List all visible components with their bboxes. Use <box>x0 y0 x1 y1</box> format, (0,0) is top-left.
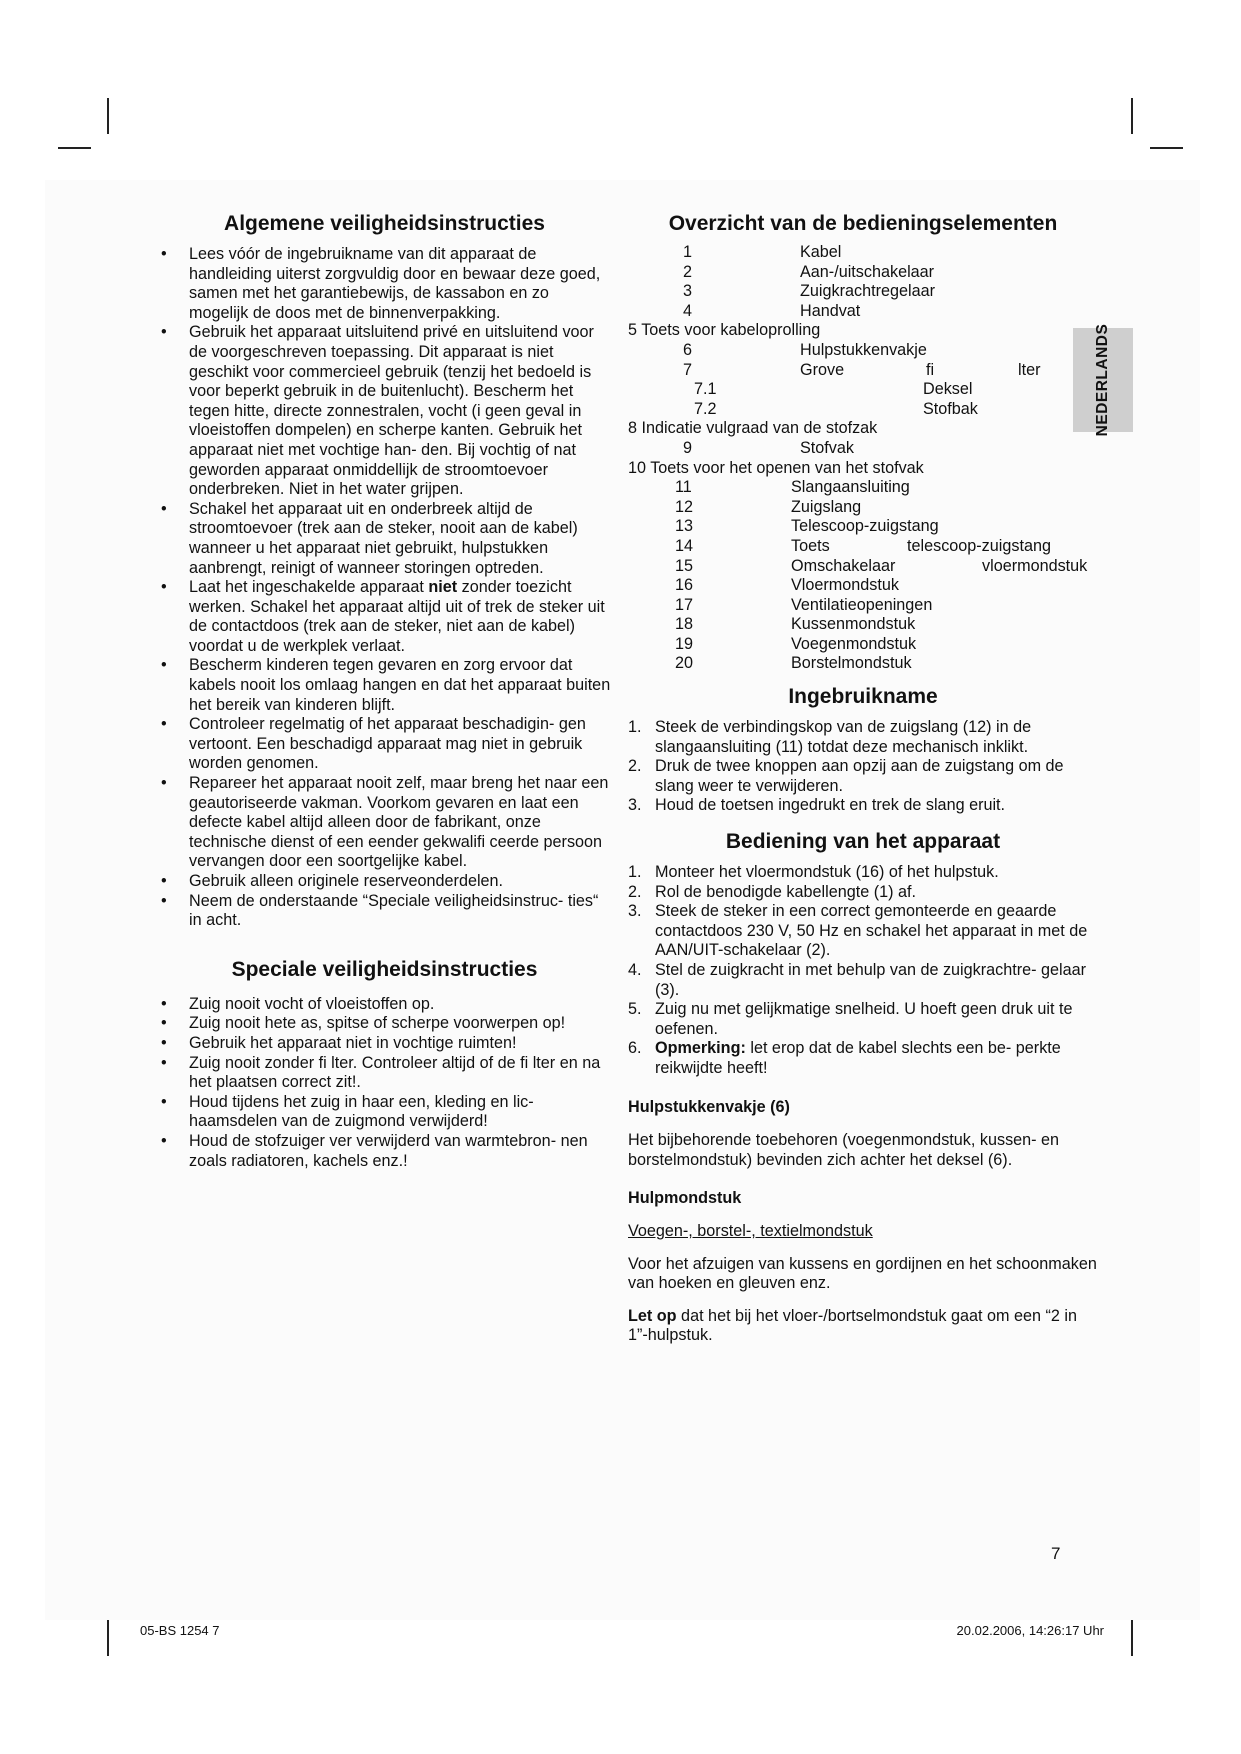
overview-row <box>628 419 1098 439</box>
list-item: • Controleer regelmatig of het apparaat beschadigin- gen vertoont. Een beschadigd apparaat mag niet in gebruik worden genomen. <box>161 715 586 773</box>
overview-number: 3 <box>683 282 693 301</box>
nozzle-subheading: Voegen-, borstel-, textielmondstuk <box>628 1221 873 1240</box>
overview-number: 9 <box>683 438 693 457</box>
special-safety-heading: Speciale veiligheidsinstructies <box>231 957 538 981</box>
overview-label: Omschakelaar <box>791 556 896 575</box>
crop-mark <box>58 147 91 149</box>
overview-label: Handvat <box>800 301 861 320</box>
list-item: • Zuig nooit vocht of vloeistoffen op. <box>161 994 435 1013</box>
overview-row <box>628 537 1098 557</box>
overview-row <box>628 400 1098 420</box>
overview-label: Zuigkrachtregelaar <box>800 282 935 301</box>
overview-number: 1 <box>683 243 693 261</box>
overview-number: 7.2 <box>694 399 717 418</box>
overview-label: Kussenmondstuk <box>791 615 916 634</box>
overview-label: Ventilatieopeningen <box>791 595 933 614</box>
overview-row <box>628 321 1098 341</box>
overview-label: Zuigslang <box>791 497 862 516</box>
list-item: • Houd de stofzuiger ver verwijderd van warmtebron- nen zoals radiatoren, kachels enz.! <box>161 1131 588 1170</box>
overview-label: Borstelmondstuk <box>791 654 912 673</box>
overview-number: 6 <box>683 340 693 359</box>
overview-row <box>628 596 1098 616</box>
list-item: 5. Zuig nu met gelijkmatige snelheid. U hoeft geen druk uit te oefenen. <box>628 1000 1073 1038</box>
overview-number: 2 <box>683 262 693 281</box>
overview-label: Deksel <box>923 380 973 399</box>
footer-file-id: 05-BS 1254 7 <box>140 1623 220 1638</box>
overview-label: Voegenmondstuk <box>791 634 917 653</box>
list-item: 4. Stel de zuigkracht in met behulp van de zuigkrachtre- gelaar (3). <box>628 961 1087 999</box>
overview-number: 10 Toets voor het openen van het stofvak <box>628 458 924 477</box>
overview-label: Aan-/uitschakelaar <box>800 262 935 281</box>
crop-mark <box>107 1620 109 1656</box>
list-item: • Schakel het apparaat uit en onderbreek altijd de stroomtoevoer (trek aan de steker, nooit aan de kabel) wanneer u het apparaat niet gebruikt, hulpstukken aanbrengt, reinigt of wanneer storingen optreden. <box>161 499 578 577</box>
nozzle-heading: Hulpmondstuk <box>628 1189 742 1208</box>
list-item: • Neem de onderstaande “Speciale veiligheidsinstruc- ties“ in acht. <box>161 891 599 930</box>
overview-row <box>628 361 1098 381</box>
overview-label: telescoop-zuigstang <box>907 536 1051 555</box>
overview-row <box>628 654 1098 674</box>
operation-heading: Bediening van het apparaat <box>725 830 1001 854</box>
note-text: Let op dat het bij het vloer-/bortselmondstuk gaat om een “2 in 1”-hulpstuk. <box>628 1306 1077 1345</box>
overview-number: 17 <box>675 595 694 614</box>
list-item: 6. Opmerking: let erop dat de kabel slechts een be- perkte reikwijdte heeft! <box>628 1039 1061 1077</box>
overview-number: 15 <box>675 556 694 575</box>
overview-label: Stofbak <box>923 399 978 418</box>
overview-row <box>628 498 1098 518</box>
overview-row <box>628 282 1098 302</box>
overview-row <box>628 459 1098 479</box>
overview-label: Kabel <box>800 243 842 261</box>
language-tab: NEDERLANDS <box>1073 328 1133 432</box>
overview-number: 7 <box>683 360 693 379</box>
overview-row <box>628 615 1098 635</box>
overview-label: Grove <box>800 360 845 379</box>
overview-row <box>628 478 1098 498</box>
general-safety-heading: Algemene veiligheidsinstructies <box>224 212 545 235</box>
overview-number: 7.1 <box>694 380 717 399</box>
overview-number: 18 <box>675 615 694 634</box>
list-item: • Gebruik het apparaat niet in vochtige ruimten! <box>161 1033 517 1052</box>
footer-timestamp: 20.02.2006, 14:26:17 Uhr <box>956 1623 1104 1638</box>
crop-mark <box>107 98 109 134</box>
list-item: 1. Monteer het vloermondstuk (16) of het hulpstuk. <box>628 863 999 882</box>
overview-number: 14 <box>675 536 694 555</box>
list-item: • Repareer het apparaat nooit zelf, maar breng het naar een geautoriseerde vakman. Voorkom gevaren en laat een defecte kabel altijd alleen door de fabrikant, onze technische dienst of een eender gekwalifi ceerde persoon vervangen door een soortgelijke kabel. <box>161 774 609 871</box>
overview-list <box>628 243 1098 674</box>
list-item: • Laat het ingeschakelde apparaat niet zonder toezicht werken. Schakel het apparaat altijd uit of trek de steker uit de contactdoos (trek aan de steker, niet aan de kabel) voordat u de werkplek verlaat. <box>161 578 605 655</box>
overview-label: Telescoop-zuigstang <box>791 517 939 536</box>
nozzle-text: Voor het afzuigen van kussens en gordijnen en het schoonmaken van hoeken en gleuven enz. <box>628 1254 1097 1293</box>
crop-mark <box>1150 147 1183 149</box>
overview-number: 13 <box>675 517 694 536</box>
overview-label: fi <box>926 360 935 379</box>
overview-number: 20 <box>675 654 694 673</box>
setup-heading: Ingebruikname <box>788 685 938 709</box>
overview-row <box>628 341 1098 361</box>
list-item: 2. Druk de twee knoppen aan opzij aan de zuigstang om de slang weer te verwijderen. <box>628 757 1064 795</box>
list-item: • Houd tijdens het zuig in haar een, kleding en lic- haamsdelen van de zuigmond verwijderd! <box>161 1092 534 1131</box>
list-item: • Gebruik alleen originele reserveonderdelen. <box>161 872 504 890</box>
overview-number: 16 <box>675 576 694 595</box>
list-item: 2. Rol de benodigde kabellengte (1) af. <box>628 882 916 901</box>
overview-row <box>628 380 1098 400</box>
overview-row <box>628 557 1098 577</box>
list-item: • Zuig nooit hete as, spitse of scherpe voorwerpen op! <box>161 1014 566 1033</box>
list-item: • Bescherm kinderen tegen gevaren en zorg ervoor dat kabels nooit los omlaag hangen en dat het apparaat buiten het bereik van kinderen blijft. <box>161 656 611 714</box>
right-column <box>628 211 1098 1346</box>
overview-heading: Overzicht van de bedieningselementen <box>668 212 1058 235</box>
overview-label: Stofvak <box>800 438 854 457</box>
overview-row <box>628 439 1098 459</box>
accessory-compartment-heading: Hulpstukkenvakje (6) <box>628 1097 790 1116</box>
crop-mark <box>1131 98 1133 134</box>
overview-number: 4 <box>683 301 693 320</box>
left-column <box>157 211 612 1171</box>
overview-number: 12 <box>675 497 694 516</box>
overview-label: Hulpstukkenvakje <box>800 340 927 359</box>
overview-label: Slangaansluiting <box>791 478 910 497</box>
list-item: • Zuig nooit zonder fi lter. Controleer altijd of de fi lter en na het plaatsen correct zit!. <box>161 1053 601 1092</box>
page-number: 7 <box>1051 1544 1061 1563</box>
overview-label: lter <box>1018 360 1041 379</box>
overview-row <box>628 302 1098 322</box>
overview-number: 5 Toets voor kabeloprolling <box>628 321 821 340</box>
overview-label: Toets <box>791 536 830 555</box>
overview-row <box>628 263 1098 283</box>
list-item: 3. Houd de toetsen ingedrukt en trek de slang eruit. <box>628 796 1006 815</box>
overview-row <box>628 576 1098 596</box>
overview-label: Vloermondstuk <box>791 576 899 595</box>
overview-row <box>628 517 1098 537</box>
overview-row <box>628 635 1098 655</box>
list-item: • Lees vóór de ingebruikname van dit apparaat de handleiding uiterst zorgvuldig door en bewaar deze goed, samen met het garantiebewijs, de kassabon en zo mogelijk de doos met de binnenverpakking. <box>161 245 601 322</box>
list-item: • Gebruik het apparaat uitsluitend privé en uitsluitend voor de voorgeschreven toepassing. Dit apparaat is niet geschikt voor commercieel gebruik (tenzij het bedoeld is voor beperkt gebruik in de buitenlucht). Bescherm het tegen hitte, directe zonnestralen, vocht (i geen geval in vloeistoffen dompelen) en scherpe kanten. Gebruik het apparaat niet met vochtige han- den. Bij vochtig of nat geworden apparaat onmiddellijk de stroomtoevoer onderbreken. Niet in het water grijpen. <box>161 323 594 499</box>
list-item: 1. Steek de verbindingskop van de zuigslang (12) in de slangaansluiting (11) totdat deze mechanisch inklikt. <box>628 718 1032 756</box>
overview-label: vloermondstuk <box>982 556 1088 575</box>
list-item: 3. Steek de steker in een correct gemonteerde en geaarde contactdoos 230 V, 50 Hz en schakel het apparaat in met de AAN/UIT-schakelaar (2). <box>628 902 1088 960</box>
overview-number: 8 Indicatie vulgraad van de stofzak <box>628 419 878 438</box>
crop-mark <box>1131 1620 1133 1656</box>
overview-number: 19 <box>675 634 694 653</box>
overview-number: 11 <box>675 478 692 497</box>
overview-row <box>628 243 1098 263</box>
accessory-compartment-text: Het bijbehorende toebehoren (voegenmondstuk, kussen- en borstelmondstuk) bevinden zich achter het deksel (6). <box>628 1131 1060 1169</box>
